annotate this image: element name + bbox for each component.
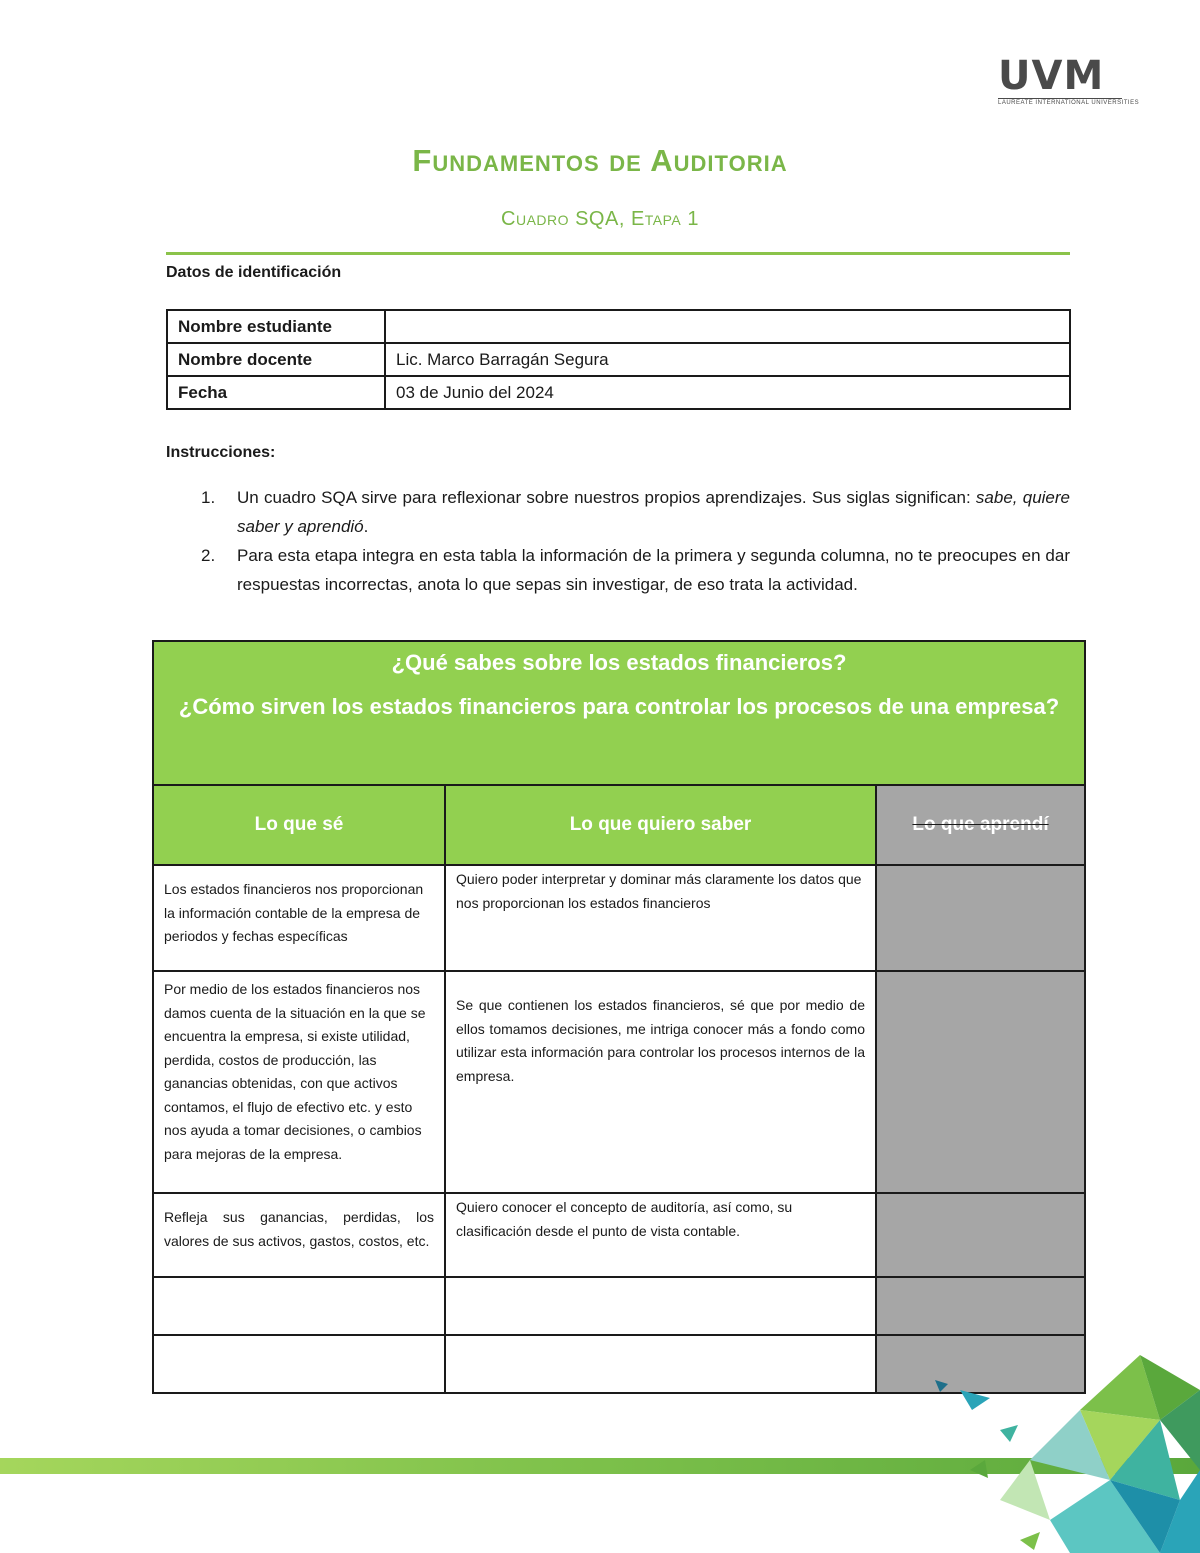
cell-quiero <box>445 1277 876 1335</box>
ident-value: 03 de Junio del 2024 <box>385 376 1070 409</box>
instruction-text: Un cuadro SQA sirve para reflexionar sobre nuestros propios aprendizajes. Sus siglas significan: <box>237 488 976 507</box>
instructions-list <box>166 484 1070 600</box>
cell-quiero: Se que contienen los estados financieros, sé que por medio de ellos tomamos decisiones, me intriga conocer más a fondo como utilizar esta información para controlar los procesos internos de la empresa. <box>445 971 876 1193</box>
title-divider <box>166 252 1070 255</box>
uvm-logo <box>998 53 1140 108</box>
document-title: Fundamentos de Auditoria <box>412 143 788 178</box>
datos-label: Datos de identificación <box>166 264 342 281</box>
sqa-question-2: ¿Cómo sirven los estados financieros para controlar los procesos de una empresa? <box>178 694 1060 719</box>
table-row <box>153 865 1085 971</box>
cell-se: Los estados financieros nos proporcionan la información contable de la empresa de periodos y fechas específicas <box>153 865 445 971</box>
table-row <box>153 971 1085 1193</box>
instruction-number: 1. <box>201 488 216 507</box>
ident-label: Nombre estudiante <box>167 310 385 343</box>
cell-aprendi <box>876 1277 1085 1335</box>
table-row <box>153 1193 1085 1277</box>
sqa-question-header <box>153 641 1085 785</box>
sqa-question-1: ¿Qué sabes sobre los estados financieros? <box>391 650 847 675</box>
cell-aprendi <box>876 865 1085 971</box>
cell-aprendi <box>876 1193 1085 1277</box>
decorative-triangles-icon <box>930 1350 1200 1553</box>
instruction-end: . <box>363 516 369 536</box>
instruction-text: Para esta etapa integra en esta tabla la información de la primera y segunda columna, no te preocupes en dar respuestas incorrectas, anota lo que sepas sin investigar, de eso trata la actividad. <box>237 546 1070 594</box>
instruction-italic: sabe, quiere saber y aprendió <box>237 488 1070 536</box>
logo-subtext: LAUREATE INTERNATIONAL UNIVERSITIES <box>998 100 1140 106</box>
ident-row <box>167 310 1070 343</box>
cell-quiero <box>445 1335 876 1393</box>
instructions-label: Instrucciones: <box>166 444 276 461</box>
document-subtitle: Cuadro SQA, Etapa 1 <box>501 208 699 230</box>
cell-aprendi <box>876 971 1085 1193</box>
table-row <box>153 1277 1085 1335</box>
cell-quiero: Quiero conocer el concepto de auditoría, así como, su clasificación desde el punto de vista contable. <box>445 1193 876 1277</box>
cell-se <box>153 1335 445 1393</box>
cell-se: Refleja sus ganancias, perdidas, los valores de sus activos, gastos, costos, etc. <box>153 1193 445 1277</box>
cell-se: Por medio de los estados financieros nos damos cuenta de la situación en la que se encuentra la empresa, si existe utilidad, perdida, costos de producción, las ganancias obtenidas, con que activos contamos, el flujo de efectivo etc. y esto nos ayuda a tomar decisiones, o cambios para mejoras de la empresa. <box>153 971 445 1193</box>
column-header-se: Lo que sé <box>153 785 445 865</box>
column-header-quiero: Lo que quiero saber <box>445 785 876 865</box>
ident-value <box>385 310 1070 343</box>
sqa-table <box>152 640 1086 1394</box>
column-header-aprendi: Lo que aprendí <box>876 785 1085 865</box>
ident-row <box>167 376 1070 409</box>
instruction-item <box>166 542 1070 599</box>
identification-table <box>166 309 1071 410</box>
instruction-number: 2. <box>201 546 216 565</box>
ident-row <box>167 343 1070 376</box>
cell-se <box>153 1277 445 1335</box>
logo-text: UVM <box>998 53 1105 99</box>
ident-label: Fecha <box>167 376 385 409</box>
cell-quiero: Quiero poder interpretar y dominar más claramente los datos que nos proporcionan los estados financieros <box>445 865 876 971</box>
ident-value: Lic. Marco Barragán Segura <box>385 343 1070 376</box>
instruction-item <box>166 484 1070 541</box>
ident-label: Nombre docente <box>167 343 385 376</box>
